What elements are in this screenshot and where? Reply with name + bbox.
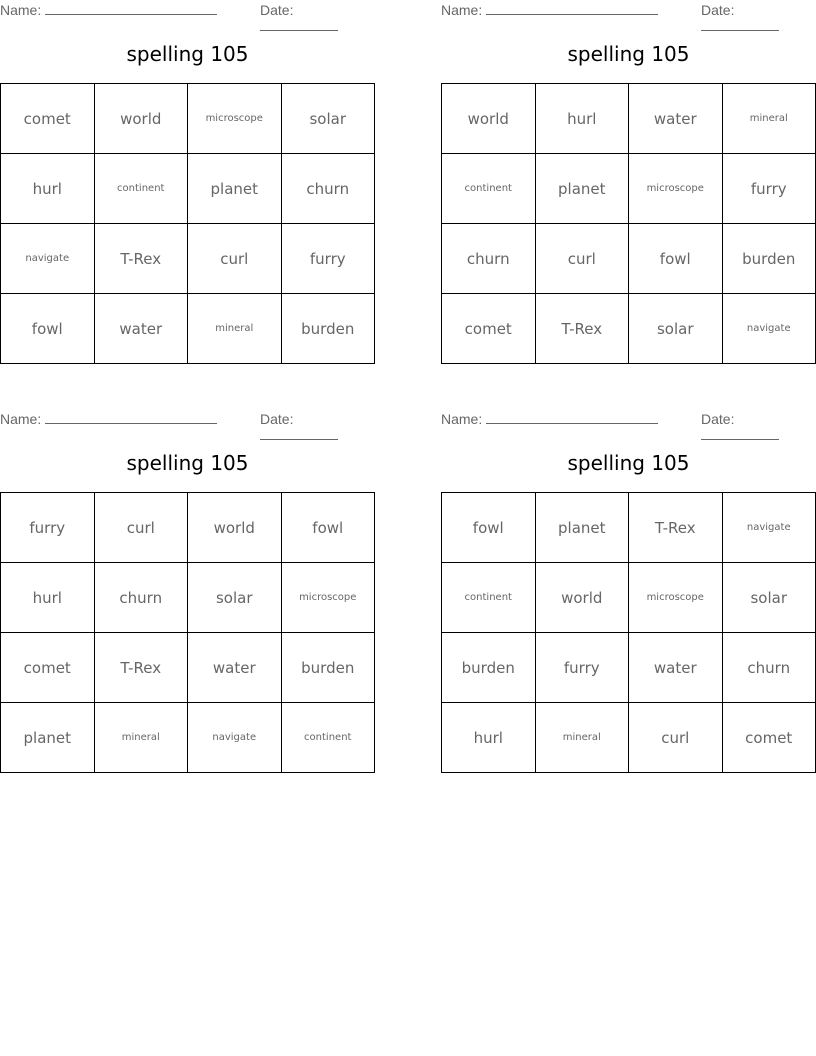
bingo-grid bbox=[441, 492, 816, 773]
grid-row bbox=[1, 703, 375, 773]
grid-cell[interactable]: world bbox=[535, 563, 629, 633]
grid-cell[interactable]: solar bbox=[188, 563, 282, 633]
grid-cell[interactable]: T-Rex bbox=[629, 493, 723, 563]
grid-cell[interactable]: mineral bbox=[535, 703, 629, 773]
grid-cell[interactable]: fowl bbox=[442, 493, 536, 563]
grid-cell[interactable]: curl bbox=[94, 493, 188, 563]
grid-cell[interactable]: furry bbox=[281, 224, 375, 294]
grid-cell[interactable]: microscope bbox=[629, 154, 723, 224]
name-label: Name: bbox=[0, 2, 42, 18]
grid-cell[interactable]: planet bbox=[188, 154, 282, 224]
card-title: spelling 105 bbox=[126, 42, 249, 66]
grid-cell[interactable]: fowl bbox=[1, 294, 95, 364]
grid-cell[interactable]: T-Rex bbox=[94, 633, 188, 703]
grid-cell[interactable]: continent bbox=[442, 154, 536, 224]
grid-row bbox=[442, 294, 816, 364]
grid-row bbox=[442, 703, 816, 773]
grid-row bbox=[1, 493, 375, 563]
grid-cell[interactable]: comet bbox=[722, 703, 816, 773]
grid-cell[interactable]: world bbox=[188, 493, 282, 563]
grid-cell[interactable]: continent bbox=[442, 563, 536, 633]
grid-row bbox=[442, 563, 816, 633]
name-field[interactable] bbox=[441, 2, 658, 18]
grid-cell[interactable]: T-Rex bbox=[94, 224, 188, 294]
grid-cell[interactable]: planet bbox=[1, 703, 95, 773]
grid-cell[interactable]: furry bbox=[1, 493, 95, 563]
bingo-grid bbox=[0, 83, 375, 364]
grid-cell[interactable]: burden bbox=[281, 294, 375, 364]
grid-cell[interactable]: planet bbox=[535, 493, 629, 563]
grid-cell[interactable]: burden bbox=[281, 633, 375, 703]
grid-cell[interactable]: curl bbox=[535, 224, 629, 294]
grid-cell[interactable]: solar bbox=[281, 84, 375, 154]
bingo-grid bbox=[0, 492, 375, 773]
grid-cell[interactable]: comet bbox=[1, 633, 95, 703]
grid-cell[interactable]: fowl bbox=[281, 493, 375, 563]
grid-row bbox=[1, 154, 375, 224]
grid-row bbox=[442, 224, 816, 294]
grid-cell[interactable]: hurl bbox=[535, 84, 629, 154]
date-field[interactable] bbox=[701, 2, 816, 34]
grid-cell[interactable]: continent bbox=[281, 703, 375, 773]
grid-cell[interactable]: water bbox=[94, 294, 188, 364]
grid-cell[interactable]: furry bbox=[722, 154, 816, 224]
grid-cell[interactable]: mineral bbox=[94, 703, 188, 773]
grid-cell[interactable]: mineral bbox=[188, 294, 282, 364]
grid-cell[interactable]: microscope bbox=[188, 84, 282, 154]
date-label: Date: bbox=[701, 411, 735, 427]
grid-cell[interactable]: T-Rex bbox=[535, 294, 629, 364]
grid-cell[interactable]: water bbox=[629, 633, 723, 703]
date-label: Date: bbox=[260, 2, 294, 18]
card-title: spelling 105 bbox=[567, 42, 690, 66]
name-date-header bbox=[441, 411, 816, 429]
name-date-header bbox=[441, 2, 816, 20]
date-field[interactable] bbox=[260, 2, 375, 34]
grid-cell[interactable]: curl bbox=[629, 703, 723, 773]
grid-cell[interactable]: microscope bbox=[629, 563, 723, 633]
name-field[interactable] bbox=[0, 411, 217, 427]
grid-cell[interactable]: fowl bbox=[629, 224, 723, 294]
grid-cell[interactable]: world bbox=[94, 84, 188, 154]
name-label: Name: bbox=[0, 411, 42, 427]
grid-cell[interactable]: navigate bbox=[722, 294, 816, 364]
grid-cell[interactable]: hurl bbox=[1, 154, 95, 224]
name-date-header bbox=[0, 411, 375, 429]
grid-cell[interactable]: hurl bbox=[1, 563, 95, 633]
grid-cell[interactable]: comet bbox=[1, 84, 95, 154]
grid-cell[interactable]: continent bbox=[94, 154, 188, 224]
grid-row bbox=[1, 294, 375, 364]
grid-cell[interactable]: navigate bbox=[722, 493, 816, 563]
grid-cell[interactable]: water bbox=[629, 84, 723, 154]
grid-row bbox=[442, 633, 816, 703]
grid-cell[interactable]: churn bbox=[281, 154, 375, 224]
date-label: Date: bbox=[701, 2, 735, 18]
grid-cell[interactable]: churn bbox=[94, 563, 188, 633]
card-title: spelling 105 bbox=[126, 451, 249, 475]
name-label: Name: bbox=[441, 411, 483, 427]
card-title: spelling 105 bbox=[567, 451, 690, 475]
bingo-grid bbox=[441, 83, 816, 364]
grid-cell[interactable]: burden bbox=[722, 224, 816, 294]
grid-cell[interactable]: comet bbox=[442, 294, 536, 364]
grid-cell[interactable]: furry bbox=[535, 633, 629, 703]
grid-cell[interactable]: world bbox=[442, 84, 536, 154]
grid-cell[interactable]: planet bbox=[535, 154, 629, 224]
grid-cell[interactable]: hurl bbox=[442, 703, 536, 773]
grid-row bbox=[442, 84, 816, 154]
name-field[interactable] bbox=[441, 411, 658, 427]
date-label: Date: bbox=[260, 411, 294, 427]
grid-cell[interactable]: churn bbox=[722, 633, 816, 703]
grid-row bbox=[442, 154, 816, 224]
grid-row bbox=[1, 224, 375, 294]
grid-row bbox=[1, 84, 375, 154]
name-label: Name: bbox=[441, 2, 483, 18]
grid-cell[interactable]: microscope bbox=[281, 563, 375, 633]
grid-cell[interactable]: water bbox=[188, 633, 282, 703]
date-field[interactable] bbox=[260, 411, 375, 443]
name-date-header bbox=[0, 2, 375, 20]
grid-cell[interactable]: burden bbox=[442, 633, 536, 703]
grid-cell[interactable]: navigate bbox=[188, 703, 282, 773]
grid-row bbox=[1, 633, 375, 703]
grid-cell[interactable]: curl bbox=[188, 224, 282, 294]
grid-cell[interactable]: solar bbox=[629, 294, 723, 364]
grid-cell[interactable]: solar bbox=[722, 563, 816, 633]
grid-cell[interactable]: navigate bbox=[1, 224, 95, 294]
grid-row bbox=[442, 493, 816, 563]
grid-row bbox=[1, 563, 375, 633]
date-field[interactable] bbox=[701, 411, 816, 443]
grid-cell[interactable]: churn bbox=[442, 224, 536, 294]
grid-cell[interactable]: mineral bbox=[722, 84, 816, 154]
name-field[interactable] bbox=[0, 2, 217, 18]
